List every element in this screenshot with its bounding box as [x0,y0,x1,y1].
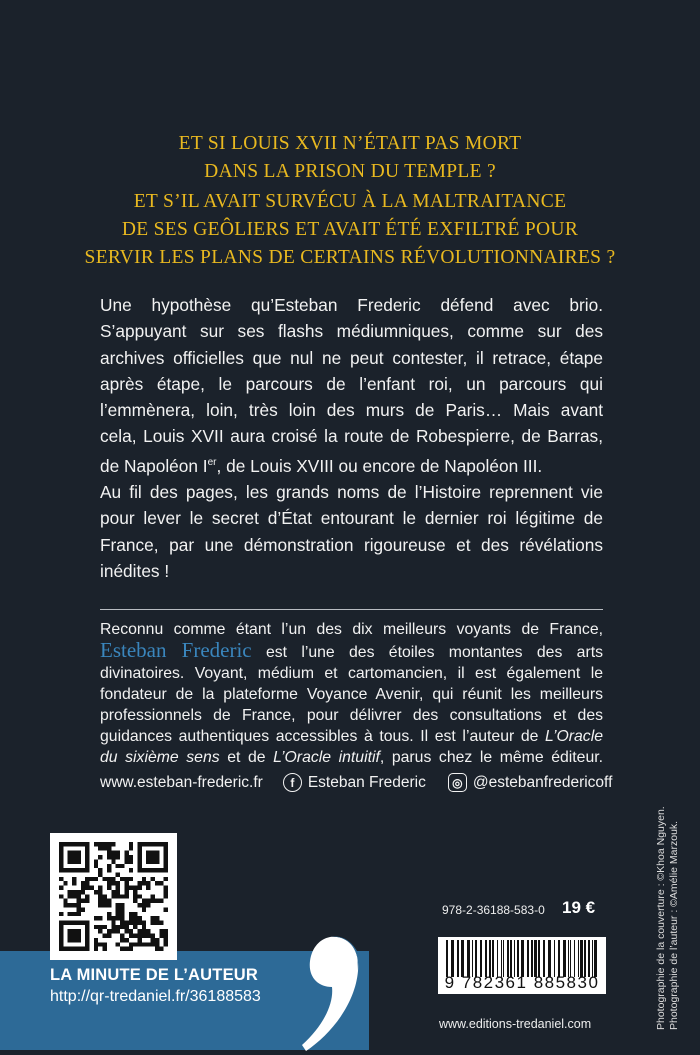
book-title: L’Oracle [545,728,603,745]
photo-credits [655,806,681,1030]
superscript: er [207,456,217,468]
publisher-website[interactable]: www.editions-tredaniel.com [439,1017,592,1031]
author-photo-credit: Photographie de l’auteur : ©Amélie Marzouk. [668,820,680,1030]
summary-line: S’appuyant sur ses flashs médiumniques, comme sur des [100,321,603,342]
bio-line [100,747,603,768]
qr-code[interactable] [50,833,177,960]
summary-line: France, par une démonstration rigoureuse et des révélations [100,534,603,555]
hook-question-1 [0,130,700,186]
summary-line [100,450,603,479]
qr-code-icon [59,842,168,951]
hook-line: SERVIR LES PLANS DE CERTAINS RÉVOLUTIONNAIRES ? [84,247,616,268]
barcode-number: 9 782361 885830 [444,973,600,992]
website-link[interactable]: www.esteban-frederic.fr [100,773,263,791]
text: , de Louis XVIII ou encore de Napoléon III. [216,455,543,476]
author-name: Esteban Frederic [100,640,252,662]
bio-line [100,640,603,663]
text: et de [219,749,274,766]
text: , parus chez le même éditeur. [379,749,603,766]
text: de Napoléon I [100,455,208,476]
facebook-icon: f [283,773,302,792]
divider [100,609,603,610]
comma-logo-icon [300,935,362,1055]
qr-url[interactable]: http://qr-tredaniel.fr/36188583 [50,988,261,1005]
summary-line: inédites ! [100,560,170,581]
summary-line: pour lever le secret d’État entourant le dernier roi légitime de [100,508,603,529]
author-links [100,773,612,792]
summary-line: cela, Louis XVII aura croisé la route de Robespierre, de Barras, [100,426,603,447]
summary-line: Une hypothèse qu’Esteban Frederic défend avec brio. [100,295,603,315]
hook-line: DANS LA PRISON DU TEMPLE ? [204,161,496,182]
book-title: L’Oracle intuitif [273,749,380,766]
price: 19 € [562,898,596,917]
instagram-icon: ◎ [448,773,467,792]
isbn: 978-2-36188-583-0 [442,903,545,917]
summary-paragraph [100,292,603,584]
bio-line: professionnels de France, pour délivrer des consultations et des [100,707,603,724]
text: est l’une des étoiles montantes des arts [251,644,603,661]
hook-question-2 [0,188,700,272]
summary-line: après étape, le parcours de l’enfant roi, un parcours qui [100,373,603,394]
bio-line: Reconnu comme étant l’un des dix meilleurs voyants de France, [100,621,603,638]
bio-line: fondateur de la plateforme Voyance Avenir, qui réunit les meilleurs [100,686,603,703]
barcode [438,937,606,994]
author-bio [100,619,603,768]
hook-line: ET S’IL AVAIT SURVÉCU À LA MALTRAITANCE [133,191,567,212]
bio-line [100,726,603,747]
book-title: du sixième sens [100,749,220,766]
hook-line: ET SI LOUIS XVII N’ÉTAIT PAS MORT [178,133,522,154]
hook-line: DE SES GEÔLIERS ET AVAIT ÉTÉ EXFILTRÉ POUR [121,219,579,240]
bio-line: divinatoires. Voyant, médium et cartomancien, il est également le [100,665,603,682]
facebook-link[interactable]: Esteban Frederic [307,773,426,791]
barcode-bars [438,937,606,977]
instagram-link[interactable]: @estebanfredericoff [472,773,613,791]
summary-line: l’emmènera, loin, très loin des murs de Paris… Mais avant [100,400,603,421]
qr-title: LA MINUTE DE L’AUTEUR [50,966,259,984]
text: guidances authentiques accessibles à tous. Il est l’auteur de [100,728,546,745]
summary-line: archives officielles que nul ne peut contester, il retrace, étape [100,347,603,368]
cover-photo-credit: Photographie de la couverture : ©Khoa Nguyen. [655,806,667,1030]
summary-line: Au fil des pages, les grands noms de l’Histoire reprennent vie [100,482,603,503]
